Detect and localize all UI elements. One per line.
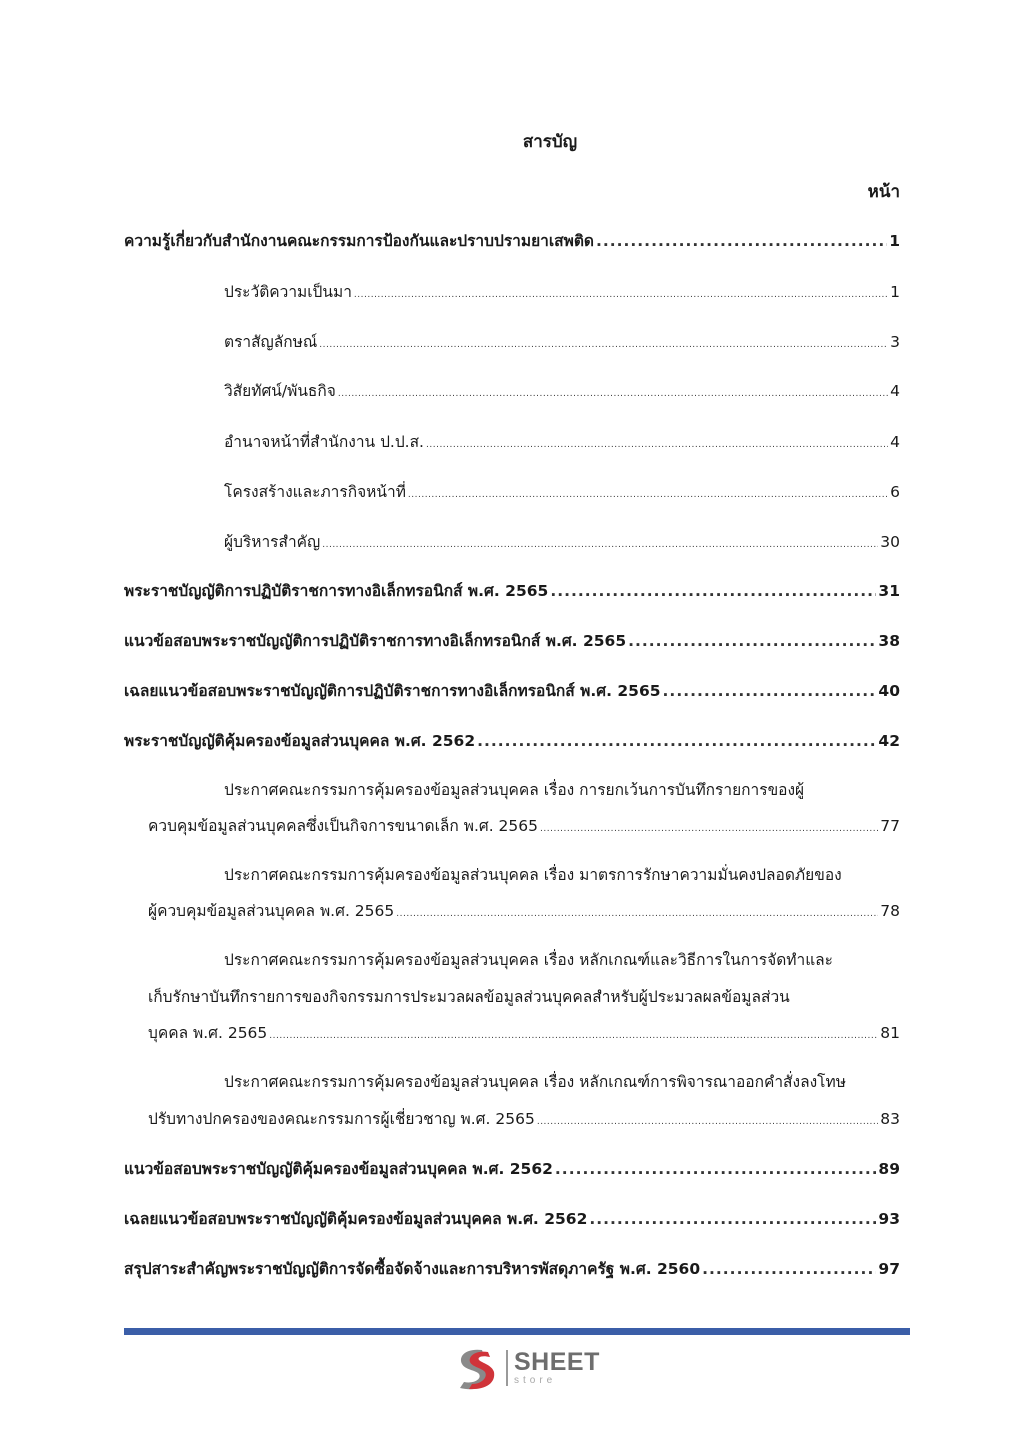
toc-entry-page: 78 xyxy=(880,902,900,920)
dot-leader xyxy=(628,632,876,650)
toc-entry-title: ประวัติความเป็นมา xyxy=(224,283,352,301)
toc-entry-page: 4 xyxy=(890,433,900,451)
toc-subentry[interactable] xyxy=(224,279,900,305)
toc-subentry-title-line: ประกาศคณะกรรมการคุ้มครองข้อมูลส่วนบุคคล เรื่อง การยกเว้นการบันทึกรายการของผู้ xyxy=(224,781,805,799)
dot-leader xyxy=(319,333,888,351)
toc-entry-page: 40 xyxy=(878,682,900,700)
dot-leader xyxy=(408,483,888,501)
toc-subentry[interactable] xyxy=(148,813,900,839)
dot-leader xyxy=(702,1260,876,1278)
toc-subentry[interactable] xyxy=(224,529,900,555)
dot-leader xyxy=(537,1110,878,1128)
toc-subentry-title-line: เก็บรักษาบันทึกรายการของกิจกรรมการประมวลผลข้อมูลส่วนบุคคลสำหรับผู้ประมวลผลข้อมูลส่วน xyxy=(148,988,790,1006)
page-title: สารบัญ xyxy=(522,132,578,152)
toc-entry-title: เฉลยแนวข้อสอบพระราชบัญญัติการปฏิบัติราชการทางอิเล็กทรอนิกส์ พ.ศ. 2565 xyxy=(124,682,661,700)
toc-entry-page: 1 xyxy=(890,283,900,301)
toc-subentry-title-line: ประกาศคณะกรรมการคุ้มครองข้อมูลส่วนบุคคล เรื่อง มาตรการรักษาความมั่นคงปลอดภัยของ xyxy=(224,866,842,884)
toc-subentry[interactable] xyxy=(224,429,900,455)
toc-entry-title: พระราชบัญญัติคุ้มครองข้อมูลส่วนบุคคล พ.ศ. 2562 xyxy=(124,732,476,750)
toc-entry-title: ผู้บริหารสำคัญ xyxy=(224,533,321,551)
footer-divider-bar xyxy=(124,1328,910,1335)
toc-entry-page: 3 xyxy=(890,333,900,351)
dot-leader xyxy=(426,433,888,451)
toc-entry-page: 38 xyxy=(878,632,900,650)
toc-entry-title: อำนาจหน้าที่สำนักงาน ป.ป.ส. xyxy=(224,433,424,451)
toc-entry-page: 6 xyxy=(890,483,900,501)
toc-entry-title: แนวข้อสอบพระราชบัญญัติคุ้มครองข้อมูลส่วนบุคคล พ.ศ. 2562 xyxy=(124,1160,553,1178)
toc-entry-title: โครงสร้างและภารกิจหน้าที่ xyxy=(224,483,406,501)
toc-entry[interactable] xyxy=(124,1256,900,1282)
toc-entry-title: ควบคุมข้อมูลส่วนบุคคลซึ่งเป็นกิจการขนาดเล็ก พ.ศ. 2565 xyxy=(148,817,539,835)
toc-entry-title: ความรู้เกี่ยวกับสำนักงานคณะกรรมการป้องกันและปราบปรามยาเสพติด xyxy=(124,232,594,250)
dot-leader xyxy=(338,382,888,400)
toc-entry-page: 30 xyxy=(880,533,900,551)
toc-subentry-title-line: ประกาศคณะกรรมการคุ้มครองข้อมูลส่วนบุคคล เรื่อง หลักเกณฑ์การพิจารณาออกคำสั่งลงโทษ xyxy=(224,1073,846,1091)
toc-entry-title: พระราชบัญญัติการปฏิบัติราชการทางอิเล็กทรอนิกส์ พ.ศ. 2565 xyxy=(124,582,549,600)
toc-entry-title: เฉลยแนวข้อสอบพระราชบัญญัติคุ้มครองข้อมูลส่วนบุคคล พ.ศ. 2562 xyxy=(124,1210,588,1228)
toc-entry-page: 83 xyxy=(880,1110,900,1128)
dot-leader xyxy=(269,1024,878,1042)
dot-leader xyxy=(322,533,878,551)
dot-leader xyxy=(550,582,876,600)
toc-entry-page: 42 xyxy=(878,732,900,750)
toc-subentry[interactable] xyxy=(148,1106,900,1132)
toc-entry[interactable] xyxy=(124,628,900,654)
toc-entry-page: 4 xyxy=(890,382,900,400)
toc-entry[interactable] xyxy=(124,728,900,754)
toc-entry-title: ตราสัญลักษณ์ xyxy=(224,333,318,351)
dot-leader xyxy=(589,1210,876,1228)
logo-text xyxy=(514,1350,600,1386)
toc-entry-title: ปรับทางปกครองของคณะกรรมการผู้เชี่ยวชาญ พ.ศ. 2565 xyxy=(148,1110,535,1128)
dot-leader xyxy=(555,1160,877,1178)
toc-subentry[interactable] xyxy=(148,1020,900,1046)
toc-entry[interactable] xyxy=(124,578,900,604)
toc-entry-page: 81 xyxy=(880,1024,900,1042)
toc-entry-page: 1 xyxy=(889,232,900,250)
toc-subentry[interactable] xyxy=(148,898,900,924)
toc-entry-title: แนวข้อสอบพระราชบัญญัติการปฏิบัติราชการทางอิเล็กทรอนิกส์ พ.ศ. 2565 xyxy=(124,632,627,650)
logo-subtext: store xyxy=(514,1375,557,1386)
toc-entry[interactable] xyxy=(124,1156,900,1182)
toc-entry-title: ผู้ควบคุมข้อมูลส่วนบุคคล พ.ศ. 2565 xyxy=(148,902,395,920)
toc-entry-page: 89 xyxy=(878,1160,900,1178)
toc-entry-title: บุคคล พ.ศ. 2565 xyxy=(148,1024,268,1042)
toc-entry[interactable] xyxy=(124,228,900,254)
dot-leader xyxy=(354,283,888,301)
toc-entry[interactable] xyxy=(124,1206,900,1232)
toc-subentry-title-line: ประกาศคณะกรรมการคุ้มครองข้อมูลส่วนบุคคล เรื่อง หลักเกณฑ์และวิธีการในการจัดทำและ xyxy=(224,951,834,969)
toc-entry[interactable] xyxy=(124,678,900,704)
dot-leader xyxy=(477,732,876,750)
page-column-header: หน้า xyxy=(867,182,900,202)
toc-entry-page: 31 xyxy=(878,582,900,600)
dot-leader xyxy=(596,232,887,250)
sheet-store-logo-icon xyxy=(452,1344,502,1392)
logo-separator xyxy=(506,1350,508,1386)
toc-entry-page: 93 xyxy=(878,1210,900,1228)
dot-leader xyxy=(396,902,878,920)
toc-subentry[interactable] xyxy=(224,378,900,404)
dot-leader xyxy=(663,682,877,700)
toc-subentry[interactable] xyxy=(224,479,900,505)
sheet-store-logo xyxy=(452,1344,612,1392)
toc-entry-page: 77 xyxy=(880,817,900,835)
toc-entry-title: วิสัยทัศน์/พันธกิจ xyxy=(224,382,336,400)
toc-entry-page: 97 xyxy=(878,1260,900,1278)
toc-entry-title: สรุปสาระสำคัญพระราชบัญญัติการจัดซื้อจัดจ้างและการบริหารพัสดุภาครัฐ พ.ศ. 2560 xyxy=(124,1260,701,1278)
toc-subentry[interactable] xyxy=(224,329,900,355)
dot-leader xyxy=(540,817,878,835)
logo-wordmark: SHEET xyxy=(514,1348,600,1376)
